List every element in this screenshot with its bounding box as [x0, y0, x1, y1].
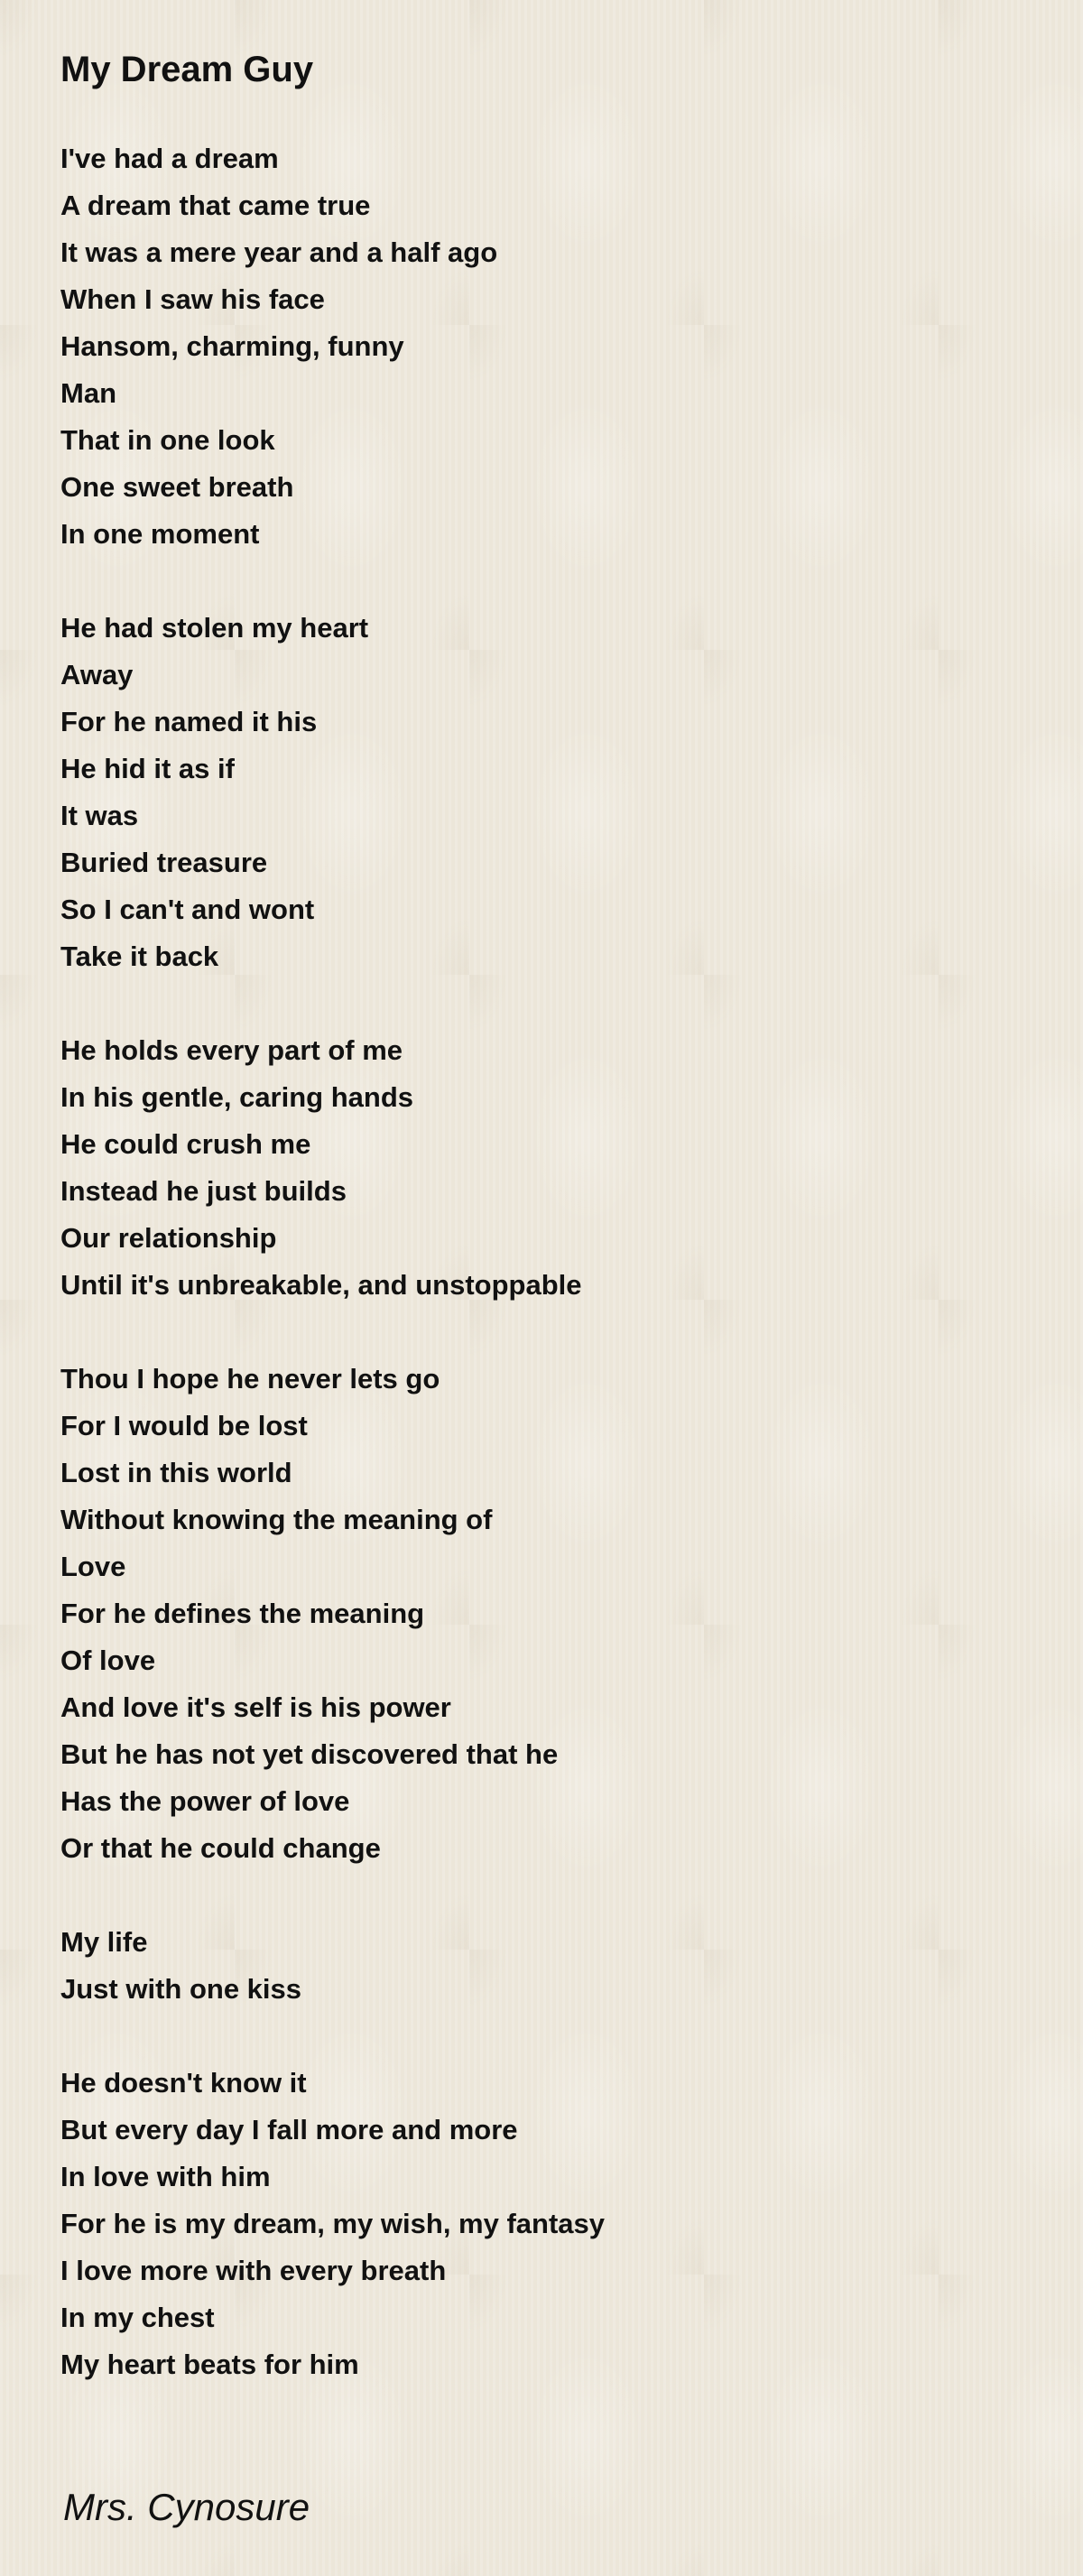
poem-line: When I saw his face [60, 283, 325, 315]
poem-line: Has the power of love [60, 1785, 350, 1817]
poem-line: Just with one kiss [60, 1973, 302, 2005]
stanza [60, 2060, 1035, 2388]
poem-line: Instead he just builds [60, 1175, 347, 1207]
poem-line: He doesn't know it [60, 2067, 307, 2099]
poem-line: I've had a dream [60, 143, 279, 174]
poem-line: Until it's unbreakable, and unstoppable [60, 1269, 582, 1301]
author-signature: Mrs. Cynosure [63, 2486, 310, 2528]
poem-line: In one moment [60, 518, 260, 550]
poem-title: My Dream Guy [60, 50, 314, 89]
poem-line: For he defines the meaning [60, 1598, 425, 1629]
poem-line: Our relationship [60, 1222, 277, 1254]
poem-line: But every day I fall more and more [60, 2114, 518, 2145]
poem-line: Away [60, 659, 134, 690]
poem-line: In his gentle, caring hands [60, 1081, 414, 1113]
poem-line: One sweet breath [60, 471, 294, 503]
poem-body [60, 135, 1035, 2435]
stanza [60, 1027, 1035, 1309]
poem-line: Man [60, 377, 116, 409]
poem-line: Without knowing the meaning of [60, 1504, 493, 1535]
poem-line: He hid it as if [60, 753, 235, 784]
poem-line: Of love [60, 1645, 156, 1676]
poem-line: Buried treasure [60, 847, 268, 878]
poem-line: He had stolen my heart [60, 612, 369, 644]
poem-line: But he has not yet discovered that he [60, 1738, 559, 1770]
poem-line: Love [60, 1551, 126, 1582]
poem-line: He could crush me [60, 1128, 311, 1160]
stanza [60, 605, 1035, 980]
poem-line: Thou I hope he never lets go [60, 1363, 440, 1395]
poem-line: It was a mere year and a half ago [60, 236, 498, 268]
poem-line: Lost in this world [60, 1457, 292, 1488]
poem-line: So I can't and wont [60, 894, 315, 925]
poem-line: My life [60, 1926, 148, 1958]
stanza [60, 1356, 1035, 1872]
poem-line: For I would be lost [60, 1410, 308, 1441]
poem-line: And love it's self is his power [60, 1691, 451, 1723]
poem-line: For he named it his [60, 706, 318, 737]
poem-line: In my chest [60, 2302, 215, 2333]
poem-line: For he is my dream, my wish, my fantasy [60, 2208, 606, 2239]
poem-line: A dream that came true [60, 190, 371, 221]
stanza [60, 135, 1035, 558]
poem-line: It was [60, 800, 139, 831]
poem-line: Or that he could change [60, 1832, 381, 1864]
stanza [60, 1919, 1035, 2013]
poem-line: I love more with every breath [60, 2255, 447, 2286]
poem-line: Hansom, charming, funny [60, 330, 404, 362]
poem-line: In love with him [60, 2161, 271, 2192]
poem-line: My heart beats for him [60, 2349, 359, 2380]
poem-line: Take it back [60, 941, 219, 972]
poem-line: He holds every part of me [60, 1034, 403, 1066]
poem-line: That in one look [60, 424, 275, 456]
